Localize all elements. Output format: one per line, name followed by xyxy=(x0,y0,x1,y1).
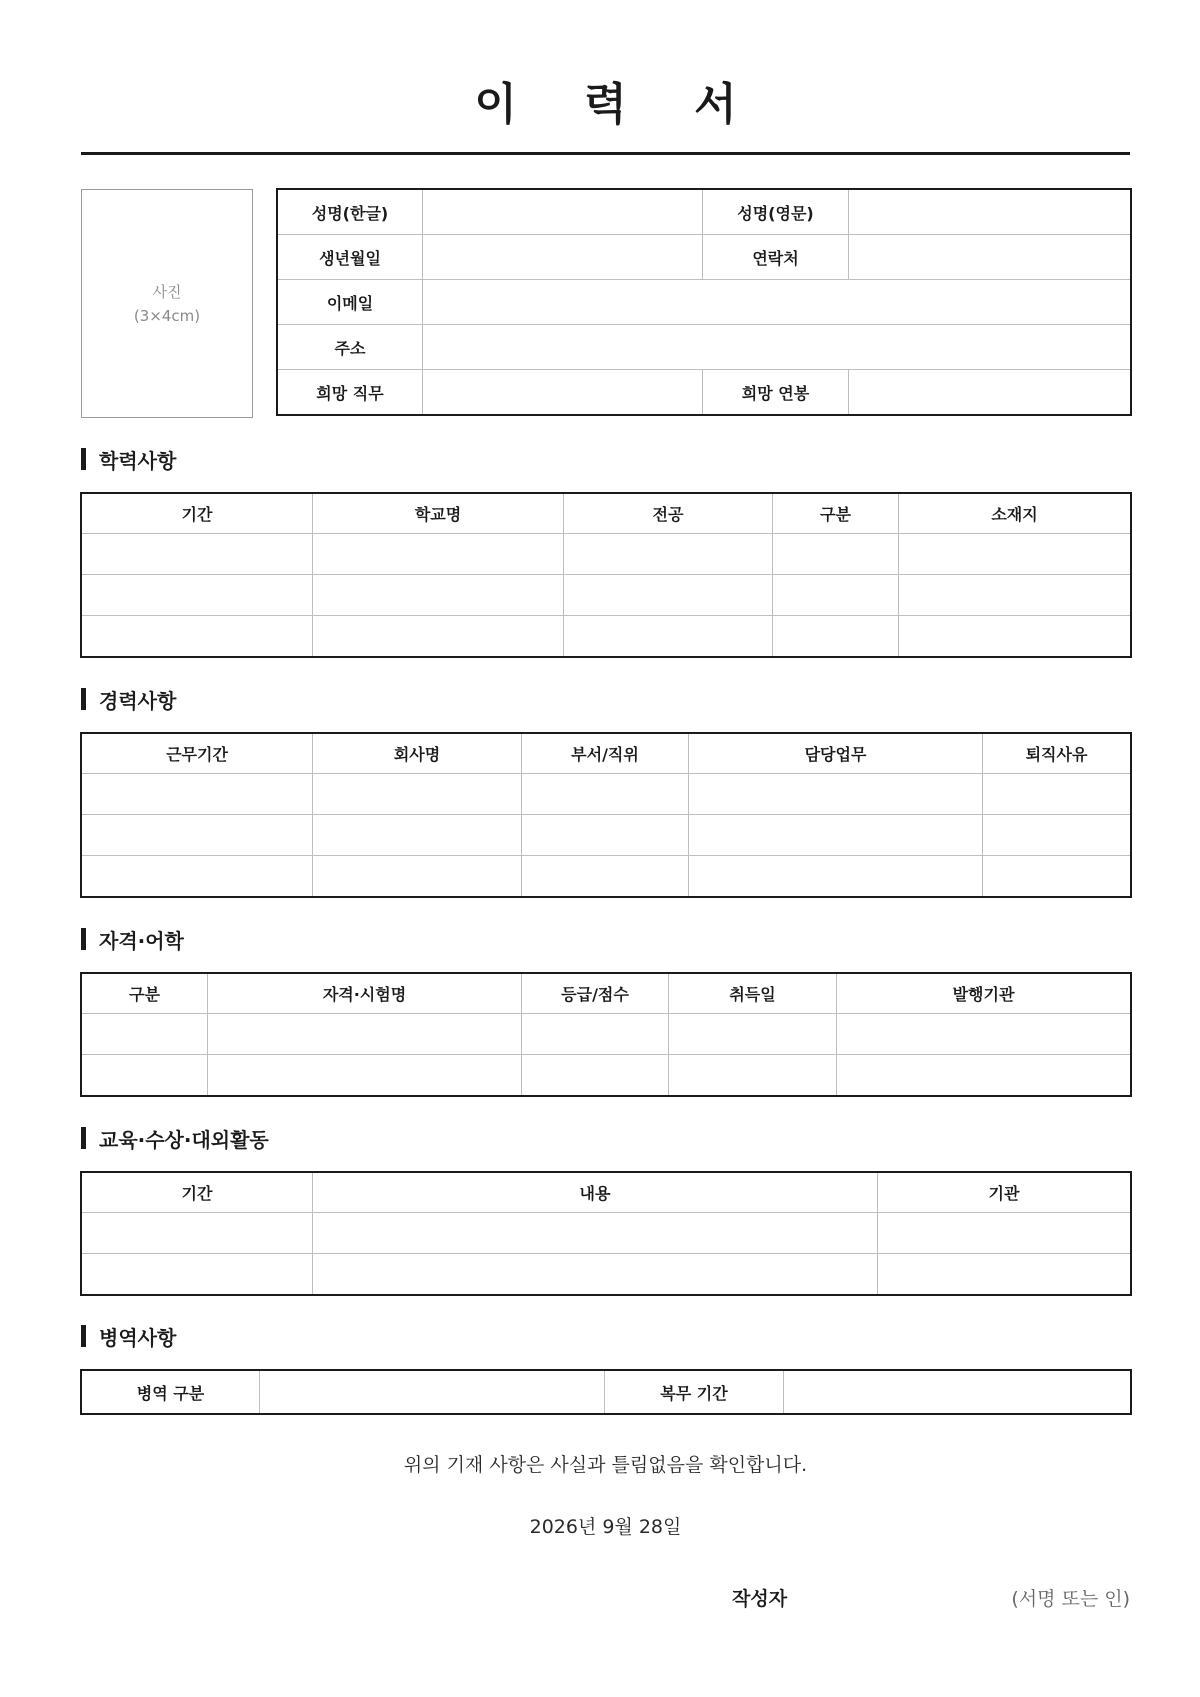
column-header: 기간 xyxy=(82,1173,313,1213)
section-military xyxy=(81,1322,176,1350)
table-cell[interactable] xyxy=(773,575,899,616)
label-birth: 생년월일 xyxy=(278,235,423,280)
table-cell[interactable] xyxy=(522,1055,669,1096)
personal-info-table xyxy=(277,189,1131,415)
certifications-table xyxy=(81,973,1131,1096)
column-header: 자격·시험명 xyxy=(208,974,522,1014)
table-cell[interactable] xyxy=(899,534,1131,575)
section-marker xyxy=(81,1325,86,1347)
photo-placeholder[interactable] xyxy=(81,189,253,418)
field-name-en[interactable] xyxy=(849,190,1131,235)
column-header: 내용 xyxy=(313,1173,878,1213)
table-cell[interactable] xyxy=(208,1014,522,1055)
photo-size: (3×4cm) xyxy=(133,306,201,325)
field-birth[interactable] xyxy=(423,235,703,280)
label-desired-job: 희망 직무 xyxy=(278,370,423,415)
table-cell[interactable] xyxy=(837,1014,1131,1055)
table-cell[interactable] xyxy=(82,774,313,815)
table-cell[interactable] xyxy=(313,774,522,815)
table-cell[interactable] xyxy=(564,534,773,575)
label-email: 이메일 xyxy=(278,280,423,325)
title-divider xyxy=(81,152,1130,155)
column-header: 담당업무 xyxy=(689,734,983,774)
table-row xyxy=(82,1254,1131,1295)
table-cell[interactable] xyxy=(669,1055,837,1096)
table-cell[interactable] xyxy=(313,616,564,657)
career-table xyxy=(81,733,1131,897)
table-cell[interactable] xyxy=(522,856,689,897)
table-cell[interactable] xyxy=(564,575,773,616)
table-row xyxy=(82,815,1131,856)
activities-table xyxy=(81,1172,1131,1295)
photo-label: 사진 xyxy=(152,282,182,301)
column-header: 소재지 xyxy=(899,494,1131,534)
signature-hint[interactable]: (서명 또는 인) xyxy=(1011,1588,1130,1610)
section-title: 병역사항 xyxy=(99,1325,177,1350)
column-header: 취득일 xyxy=(669,974,837,1014)
column-header: 회사명 xyxy=(313,734,522,774)
table-cell[interactable] xyxy=(82,1014,208,1055)
table-cell[interactable] xyxy=(82,1254,313,1295)
label-address: 주소 xyxy=(278,325,423,370)
label-desired-salary: 희망 연봉 xyxy=(703,370,849,415)
document-date: 2026년 9월 28일 xyxy=(529,1516,682,1538)
column-header: 구분 xyxy=(773,494,899,534)
table-cell[interactable] xyxy=(82,856,313,897)
table-cell[interactable] xyxy=(689,815,983,856)
field-service-period[interactable] xyxy=(784,1371,1131,1414)
section-marker xyxy=(81,1127,86,1149)
column-header: 전공 xyxy=(564,494,773,534)
table-cell[interactable] xyxy=(313,534,564,575)
column-header: 부서/직위 xyxy=(522,734,689,774)
field-military-type[interactable] xyxy=(260,1371,605,1414)
table-cell[interactable] xyxy=(82,1055,208,1096)
table-cell[interactable] xyxy=(899,575,1131,616)
table-cell[interactable] xyxy=(689,856,983,897)
section-title: 자격·어학 xyxy=(99,928,184,953)
section-education xyxy=(81,445,176,473)
table-cell[interactable] xyxy=(878,1213,1131,1254)
table-cell[interactable] xyxy=(773,616,899,657)
document-title: 이 력 서 xyxy=(474,79,763,130)
table-cell[interactable] xyxy=(522,774,689,815)
table-cell[interactable] xyxy=(899,616,1131,657)
table-cell[interactable] xyxy=(983,815,1131,856)
table-cell[interactable] xyxy=(689,774,983,815)
section-activities xyxy=(81,1124,269,1152)
label-military-type: 병역 구분 xyxy=(82,1371,260,1414)
section-title: 교육·수상·대외활동 xyxy=(99,1127,269,1152)
section-marker xyxy=(81,448,86,470)
label-service-period: 복무 기간 xyxy=(605,1371,784,1414)
field-address[interactable] xyxy=(423,325,1131,370)
column-header: 구분 xyxy=(82,974,208,1014)
table-cell[interactable] xyxy=(82,1213,313,1254)
table-cell[interactable] xyxy=(837,1055,1131,1096)
section-career xyxy=(81,685,176,713)
table-row xyxy=(82,856,1131,897)
table-cell[interactable] xyxy=(82,575,313,616)
military-table xyxy=(81,1370,1131,1414)
section-marker xyxy=(81,928,86,950)
table-cell[interactable] xyxy=(983,856,1131,897)
section-title: 경력사항 xyxy=(99,688,177,713)
label-name-en: 성명(영문) xyxy=(703,190,849,235)
table-cell[interactable] xyxy=(82,815,313,856)
table-row xyxy=(82,774,1131,815)
author-label: 작성자 xyxy=(732,1588,788,1610)
table-row xyxy=(82,1014,1131,1055)
field-name-kr[interactable] xyxy=(423,190,703,235)
table-cell[interactable] xyxy=(878,1254,1131,1295)
column-header: 기간 xyxy=(82,494,313,534)
education-table xyxy=(81,493,1131,657)
table-cell[interactable] xyxy=(313,1254,878,1295)
table-cell[interactable] xyxy=(669,1014,837,1055)
table-cell[interactable] xyxy=(313,1213,878,1254)
field-email[interactable] xyxy=(423,280,1131,325)
table-cell[interactable] xyxy=(82,534,313,575)
field-desired-job[interactable] xyxy=(423,370,703,415)
field-phone[interactable] xyxy=(849,235,1131,280)
table-cell[interactable] xyxy=(208,1055,522,1096)
label-phone: 연락처 xyxy=(703,235,849,280)
column-header: 발행기관 xyxy=(837,974,1131,1014)
section-marker xyxy=(81,688,86,710)
table-cell[interactable] xyxy=(82,616,313,657)
column-header: 근무기간 xyxy=(82,734,313,774)
table-row xyxy=(82,1055,1131,1096)
table-cell[interactable] xyxy=(773,534,899,575)
table-cell[interactable] xyxy=(564,616,773,657)
table-row xyxy=(82,616,1131,657)
table-row xyxy=(82,1213,1131,1254)
table-cell[interactable] xyxy=(983,774,1131,815)
column-header: 등급/점수 xyxy=(522,974,669,1014)
table-cell[interactable] xyxy=(313,815,522,856)
table-cell[interactable] xyxy=(522,1014,669,1055)
table-cell[interactable] xyxy=(522,815,689,856)
column-header: 학교명 xyxy=(313,494,564,534)
column-header: 기관 xyxy=(878,1173,1131,1213)
column-header: 퇴직사유 xyxy=(983,734,1131,774)
table-cell[interactable] xyxy=(313,856,522,897)
section-certifications xyxy=(81,925,184,953)
section-title: 학력사항 xyxy=(99,448,177,473)
label-name-kr: 성명(한글) xyxy=(278,190,423,235)
table-row xyxy=(82,534,1131,575)
declaration-text: 위의 기재 사항은 사실과 틀림없음을 확인합니다. xyxy=(403,1454,808,1476)
table-row xyxy=(82,575,1131,616)
table-cell[interactable] xyxy=(313,575,564,616)
field-desired-salary[interactable] xyxy=(849,370,1131,415)
